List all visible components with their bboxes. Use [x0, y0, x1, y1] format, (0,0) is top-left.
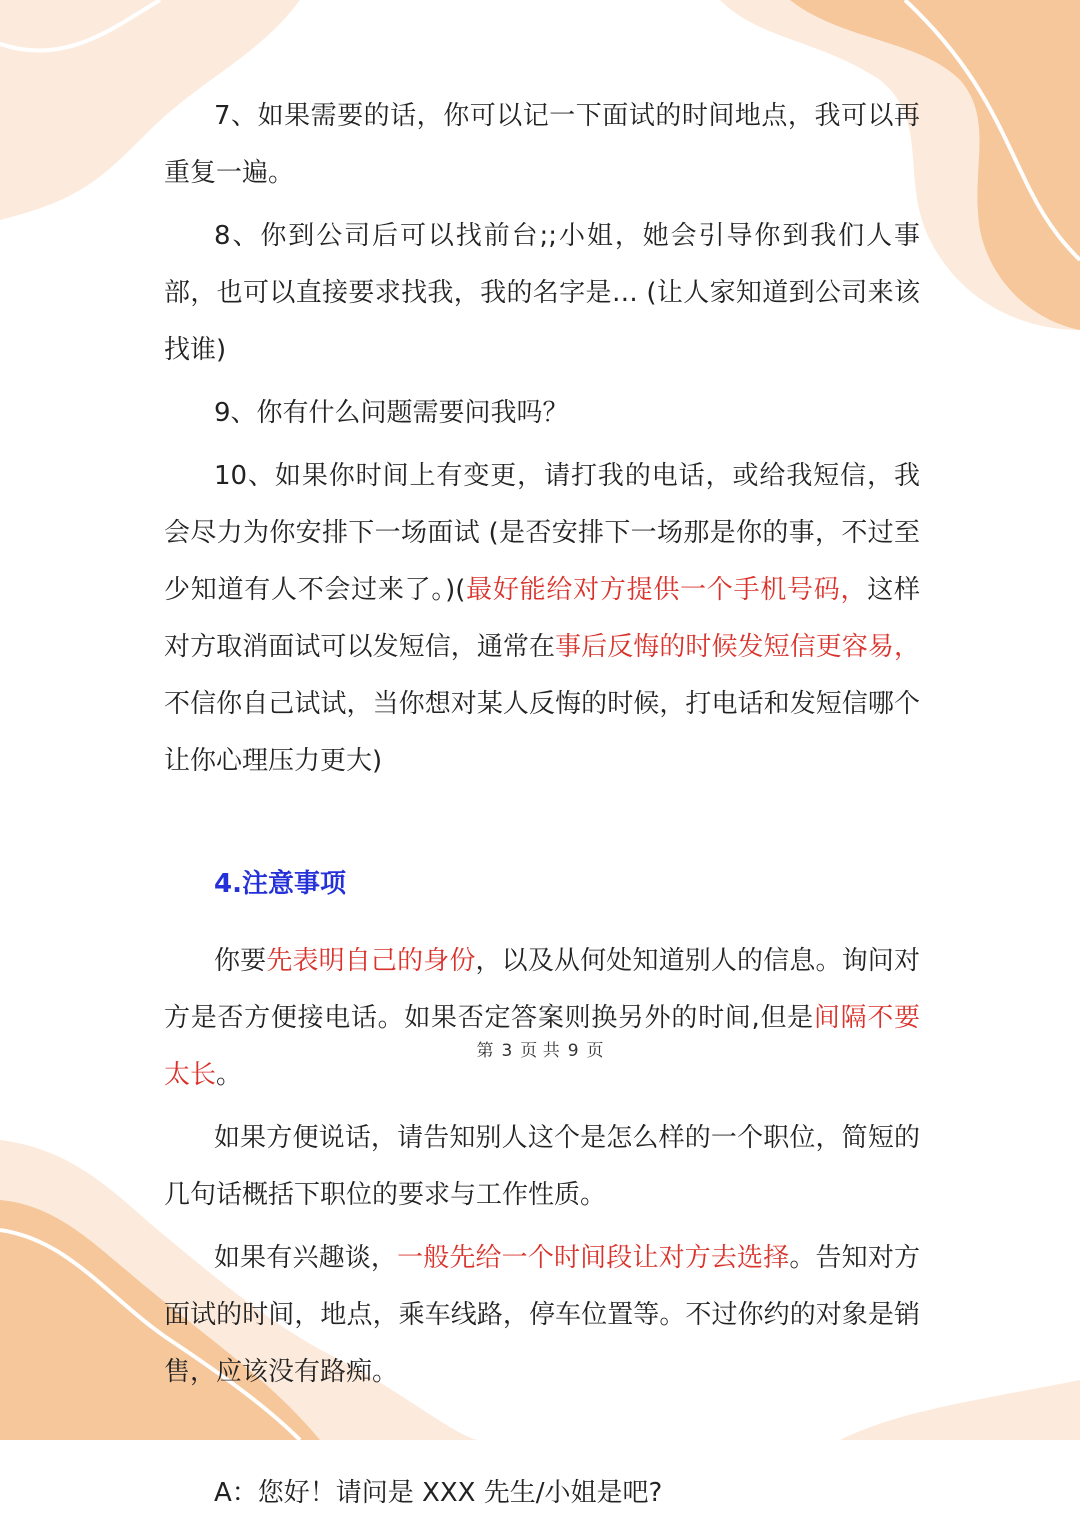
document-body	[164, 88, 920, 1522]
highlight-time-slot: 一般先给一个时间段让对方去选择	[397, 1243, 790, 1273]
note-paragraph-2: 如果方便说话，请告知别人这个是怎么样的一个职位，简短的几句话概括下职位的要求与工作性质。	[164, 1123, 920, 1210]
highlight-regret-sms: 事后反悔的时候发短信更容易，	[555, 632, 920, 662]
paragraph-10-text: 10、如果你时间上有变更，请打我的电话，或给我短信，我会尽力为你安排下一场面试 (是否安排下一场那是你的事，不过至少知道有人不会过来了。)(	[164, 461, 920, 605]
paragraph-10-text: 不信你自己试试，当你想对某人反悔的时候，打电话和发短信哪个让你心理压力更大)	[164, 689, 920, 776]
section-heading: 4.注意事项	[214, 869, 346, 899]
dialog-line: A：您好！请问是 XXX 先生/小姐是吧?	[214, 1478, 663, 1508]
footer-last: 页	[586, 1041, 604, 1061]
highlight-interval: 间隔不要太长	[164, 1003, 920, 1090]
note-paragraph-1	[164, 933, 920, 1104]
paragraph-10-text: 这样对方取消面试可以发短信，通常在	[164, 575, 920, 662]
page-footer	[0, 1036, 1080, 1061]
note-text: 你要	[214, 946, 267, 976]
paragraph-9: 9、你有什么问题需要问我吗？	[214, 398, 569, 428]
note-text: 。告知对方面试的时间，地点，乘车线路，停车位置等。不过你约的对象是销售，应该没有路痴。	[164, 1243, 920, 1387]
note-text: 。	[216, 1060, 243, 1090]
note-text: 如果有兴趣谈，	[214, 1243, 398, 1273]
highlight-phone-number: 最好能给对方提供一个手机号码，	[465, 575, 868, 605]
note-text: ，以及从何处知道别人的信息。询问对方是否方便接电话。如果否定答案则换另外的时间,但是	[164, 946, 920, 1033]
footer-middle: 页 共	[520, 1041, 560, 1061]
paragraph-10	[164, 448, 920, 790]
total-pages: 9	[567, 1041, 579, 1061]
highlight-identity: 先表明自己的身份	[266, 946, 476, 976]
paragraph-8: 8、你到公司后可以找前台;;小姐，她会引导你到我们人事部，也可以直接要求找我，我的名字是… (让人家知道到公司来该找谁)	[164, 221, 920, 365]
note-paragraph-3	[164, 1230, 920, 1401]
spacer	[164, 1407, 920, 1465]
page-number: 3	[501, 1041, 513, 1061]
footer-first: 第	[476, 1041, 494, 1061]
paragraph-7: 7、如果需要的话，你可以记一下面试的时间地点，我可以再重复一遍。	[164, 101, 920, 188]
